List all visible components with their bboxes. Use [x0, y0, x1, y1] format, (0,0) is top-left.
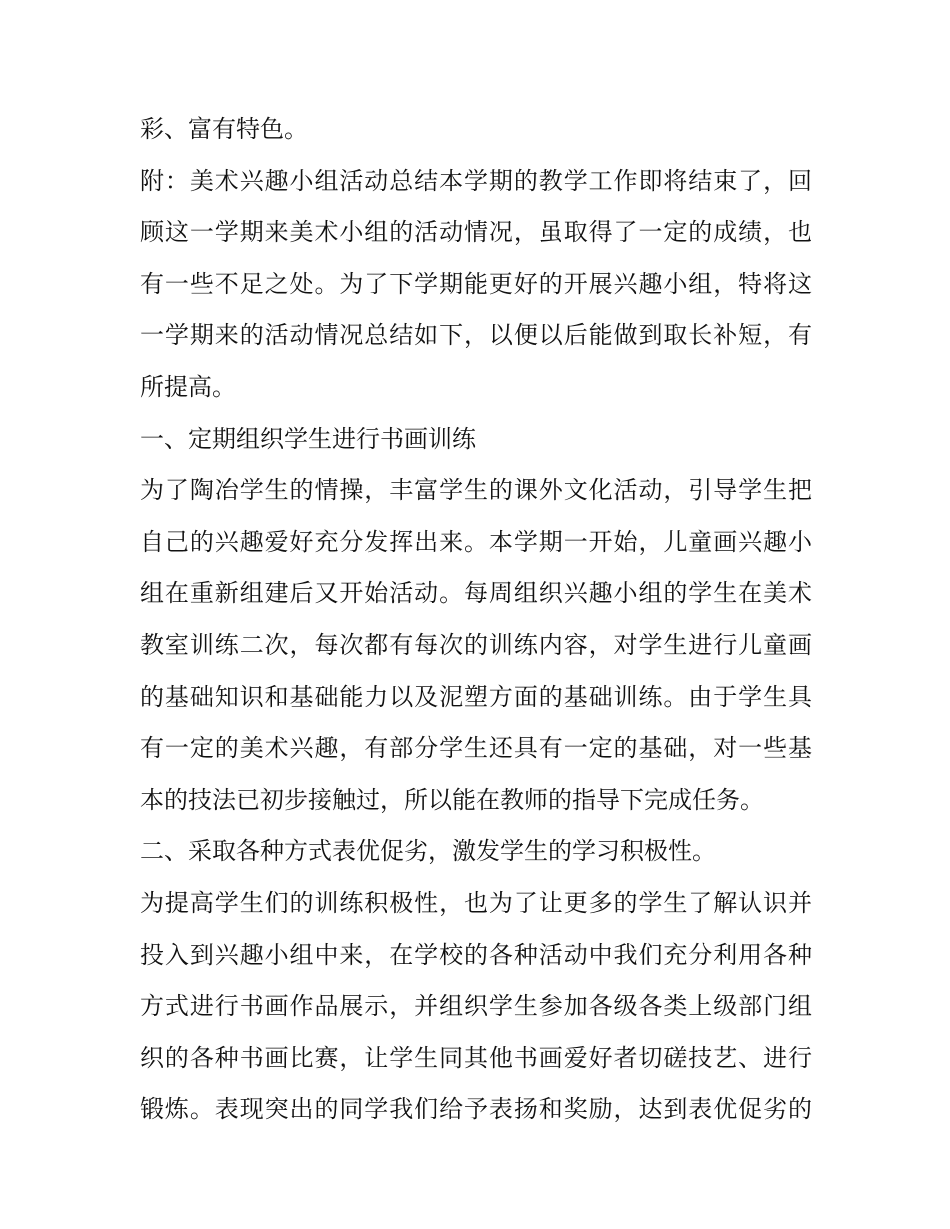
text-line: 有一定的美术兴趣，有部分学生还具有一定的基础，对一些基 — [140, 734, 812, 763]
text-line: 本的技法已初步接触过，所以能在教师的指导下完成任务。 — [140, 785, 764, 814]
text-line: 锻炼。表现突出的同学我们给予表扬和奖励，达到表优促劣的 — [140, 1095, 812, 1124]
text-line: 顾这一学期来美术小组的活动情况，虽取得了一定的成绩，也 — [140, 218, 812, 247]
body-text — [140, 104, 812, 1136]
text-line: 投入到兴趣小组中来，在学校的各种活动中我们充分利用各种 — [140, 940, 812, 969]
text-line: 所提高。 — [140, 372, 236, 401]
text-line: 教室训练二次，每次都有每次的训练内容，对学生进行儿童画 — [140, 630, 812, 659]
text-line: 一学期来的活动情况总结如下，以便以后能做到取长补短，有 — [140, 321, 812, 350]
text-line: 为了陶冶学生的情操，丰富学生的课外文化活动，引导学生把 — [140, 476, 812, 505]
text-line: 的基础知识和基础能力以及泥塑方面的基础训练。由于学生具 — [140, 682, 812, 711]
text-line: 织的各种书画比赛，让学生同其他书画爱好者切磋技艺、进行 — [140, 1043, 812, 1072]
section-heading-1: 一、定期组织学生进行书画训练 — [140, 424, 476, 453]
text-line: 组在重新组建后又开始活动。每周组织兴趣小组的学生在美术 — [140, 579, 812, 608]
text-line: 为提高学生们的训练积极性，也为了让更多的学生了解认识并 — [140, 888, 812, 917]
text-line: 附：美术兴趣小组活动总结本学期的教学工作即将结束了，回 — [140, 166, 812, 195]
section-heading-2: 二、采取各种方式表优促劣，激发学生的学习积极性。 — [140, 837, 716, 866]
text-line: 自己的兴趣爱好充分发挥出来。本学期一开始，儿童画兴趣小 — [140, 527, 812, 556]
text-line: 方式进行书画作品展示，并组织学生参加各级各类上级部门组 — [140, 992, 812, 1021]
text-line: 彩、富有特色。 — [140, 115, 308, 143]
text-line: 有一些不足之处。为了下学期能更好的开展兴趣小组，特将这 — [140, 269, 812, 298]
